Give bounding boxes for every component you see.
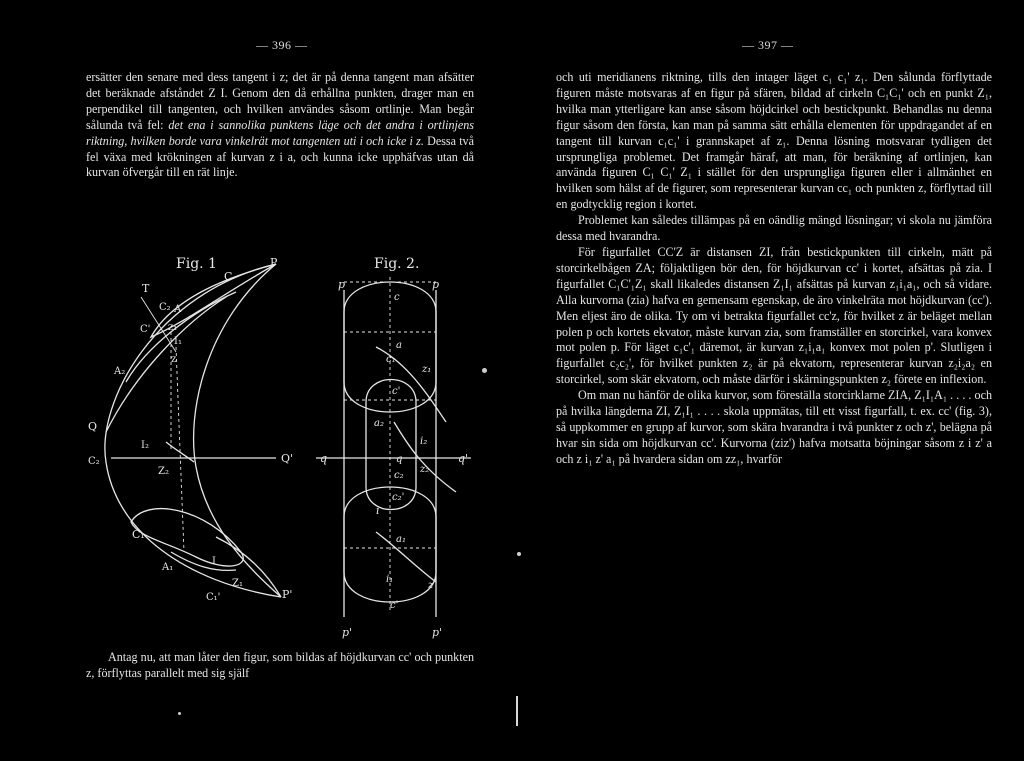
scan-speck-3 xyxy=(178,712,181,715)
fig1-label-qprime: Q' xyxy=(281,452,294,465)
left-bottom-paragraph: Antag nu, att man låter den figur, som bildas af höjdkurvan cc' och punkten z, förflyttas parallelt med sig själf xyxy=(86,650,474,680)
fig1-label-c: C xyxy=(224,270,233,283)
fig1-label-i: I xyxy=(212,556,216,567)
fig2-label-a1: a₁ xyxy=(396,534,406,545)
fig2-label-i1: i₁ xyxy=(386,574,394,585)
fig1-label-p: P xyxy=(270,256,278,269)
right-paragraph-1: och uti meridianens riktning, tills den intager läget c₁ c₁' z₁. Den sålunda förflyttade figuren måste motsvaras af en figur på sfären, bildad af cirkeln C₁C₁' och en punkt Z₁, hvilka man ytterligare kan anse såsom höjdcirkel och bestickpunkt. Behandlas nu denna figur såsom den första, kan man på samma sätt erhålla elementen för uppdragandet af en tangent till kurvan c₁c₁' i grannskapet af z₁. Denna lösning motsvarar tydligen det ursprungliga problemet. Det framgår häraf, att man, för beräkning af ortlinjen, kan använda figuren C₁ C₁' Z₁ i stället för den ursprungliga figuren eller i allmänhet en hvilken som hälst af de figurer, som representerar kurvan cc₁ och punkten z, förflyttad till en godtycklig region i kortet. xyxy=(556,70,992,212)
figures xyxy=(76,252,476,644)
fig2-curve-z xyxy=(376,532,436,582)
fig2-label-c2prime: c₂' xyxy=(392,492,405,503)
scan-mark xyxy=(516,696,518,726)
fig1-label-a: A xyxy=(174,304,182,315)
fig2-label-pprime-right: p' xyxy=(432,626,443,639)
fig2-label-pprime: p' xyxy=(342,626,353,639)
fig2-label-i2: i₂ xyxy=(420,436,428,447)
fig2-label-a: a xyxy=(396,340,402,351)
fig2-label-c2: c₂ xyxy=(394,470,404,481)
fig2-label-c1: c₁ xyxy=(386,354,396,365)
fig2-label-q-mid: q xyxy=(396,454,403,465)
fig2-label-p-right: p xyxy=(432,278,440,291)
fig1-label-z1b: Z₁ xyxy=(232,578,243,589)
fig2-label-c: c xyxy=(394,292,400,303)
fig1-title: Fig. 1 xyxy=(176,256,217,272)
fig1-label-c2: C₂ xyxy=(159,302,171,313)
right-body xyxy=(556,70,992,468)
right-page-number: — 397 — xyxy=(742,38,794,52)
scan-speck-1 xyxy=(482,368,487,373)
fig2-label-q: q xyxy=(320,452,328,465)
right-paragraph-4: Om man nu hänför de olika kurvor, som föreställa storcirklarne ZIA, Z₁I₁A₁ . . . . och på hvilka längderna ZI, Z₁I₁ . . . . skola uppmätas, till ett visst figurfall, t. ex. cc' (fig. 3), så uppkommer en grupp af kurvor, som skära hvarandra i två punkter z och z', belägna på hvar sin sida om höjdkurvan cc'. Kurvorna (ziz') hafva motsatta böjningar såsom z i z' a och z i₁ z' a₁ på hvardera sidan om zz₁, hvarför xyxy=(556,388,992,466)
fig2-label-cprime: c' xyxy=(392,386,401,397)
fig2-label-z1: z₁ xyxy=(422,364,432,375)
fig1-label-i1: I₁ xyxy=(174,336,182,347)
fig1-label-c1: C₁ xyxy=(132,528,145,541)
right-page xyxy=(512,0,1024,761)
fig2-label-cprime-b: c' xyxy=(390,600,399,611)
left-paragraph-tail: Dessa två fel växa med krökningen af kurvan z i a, och kunna icke upphäfvas utan då kurvan öfvergår till en rät linje. xyxy=(86,133,474,180)
scan-speck-2 xyxy=(517,552,521,556)
fig2-curve-z2 xyxy=(394,422,456,492)
fig2-label-z: z xyxy=(428,580,434,591)
fig2-label-p: p xyxy=(338,278,346,291)
right-paragraph-3: För figurfallet CC'Z är distansen ZI, från bestickpunkten till cirkeln, mätt på storcirkelbågen ZA; följaktligen bör den, för höjdkurvan cc' i kortet, afsättas på zia. I figurfallet C₁C'₁Z₁ skall likaledes distansen Z₁I₁ afsättas på kurvan z₁i₁a₁, och så vidare. Alla kurvorna (zia) hafva en gemensam egenskap, de äro vinkelräta mot höjdkurvan (cc'). Men eljest äro de olika. Ty om vi betrakta figurfallet cc'z, för hvilket z är beläget mellan polen p och kortets ekvator, måste kurvan zia, som framställer en storcirkel, vara konvex mot polen p. För läget c₁c'₁ däremot, är kurvan z₁i₁a₁ konvex mot polen p'. Slutligen i figurfallet c₂c₂', för hvilket punkten z₂ är på ekvatorn, representerar kurvan z₂i₂a₂ en storcirkel, som skär ekvatorn, och måste därför i skärningspunkten z₂ förete en inflexion. xyxy=(556,244,992,387)
fig1-label-c1prime: C₁' xyxy=(206,592,221,603)
fig1-label-pprime: P' xyxy=(282,588,293,601)
fig1-label-a1: A₁ xyxy=(162,562,174,573)
fig2-label-z2: z₂ xyxy=(420,464,430,475)
left-page-number: — 396 — xyxy=(256,38,308,52)
fig1-label-i2: I₂ xyxy=(141,440,149,451)
fig2-label-q-right: q' xyxy=(458,452,469,465)
left-paragraph-italic: det ena i sannolika punktens läge och det andra i ortlinjens riktning, hvilken borde vara vinkelrät mot tangenten uti i och icke i z. xyxy=(86,117,474,148)
fig2-label-i: i xyxy=(376,504,380,517)
left-top-paragraph xyxy=(86,70,474,181)
fig1-label-a2: A₂ xyxy=(114,366,126,377)
figures-svg xyxy=(76,252,476,644)
fig1-label-t: T xyxy=(142,282,150,295)
fig1-label-c2b: C₂ xyxy=(88,456,100,467)
fig1-line-a1 xyxy=(171,552,236,570)
fig1-label-q: Q xyxy=(88,420,98,433)
fig1-label-z1: z₁ xyxy=(168,322,178,333)
right-paragraph-2: Problemet kan således tillämpas på en oändlig mängd lösningar; vi skola nu jämföra dessa med hvarandra. xyxy=(556,213,992,244)
fig1-label-z: z xyxy=(171,354,177,365)
fig2-title: Fig. 2. xyxy=(374,256,420,272)
left-paragraph-text: ersätter den senare med dess tangent i z; det är på denna tangent man afsätter det beräknade afståndet Z I. Genom den då erhållna punkten, drager man en perpendikel till tangenten, och hvilken användes såsom ortlinje. Man begår sålunda två fel: xyxy=(86,70,474,132)
fig2-label-a2: a₂ xyxy=(374,418,384,429)
fig1-label-z2: Z₂ xyxy=(158,466,169,477)
fig1-label-cprime: C' xyxy=(140,324,151,335)
